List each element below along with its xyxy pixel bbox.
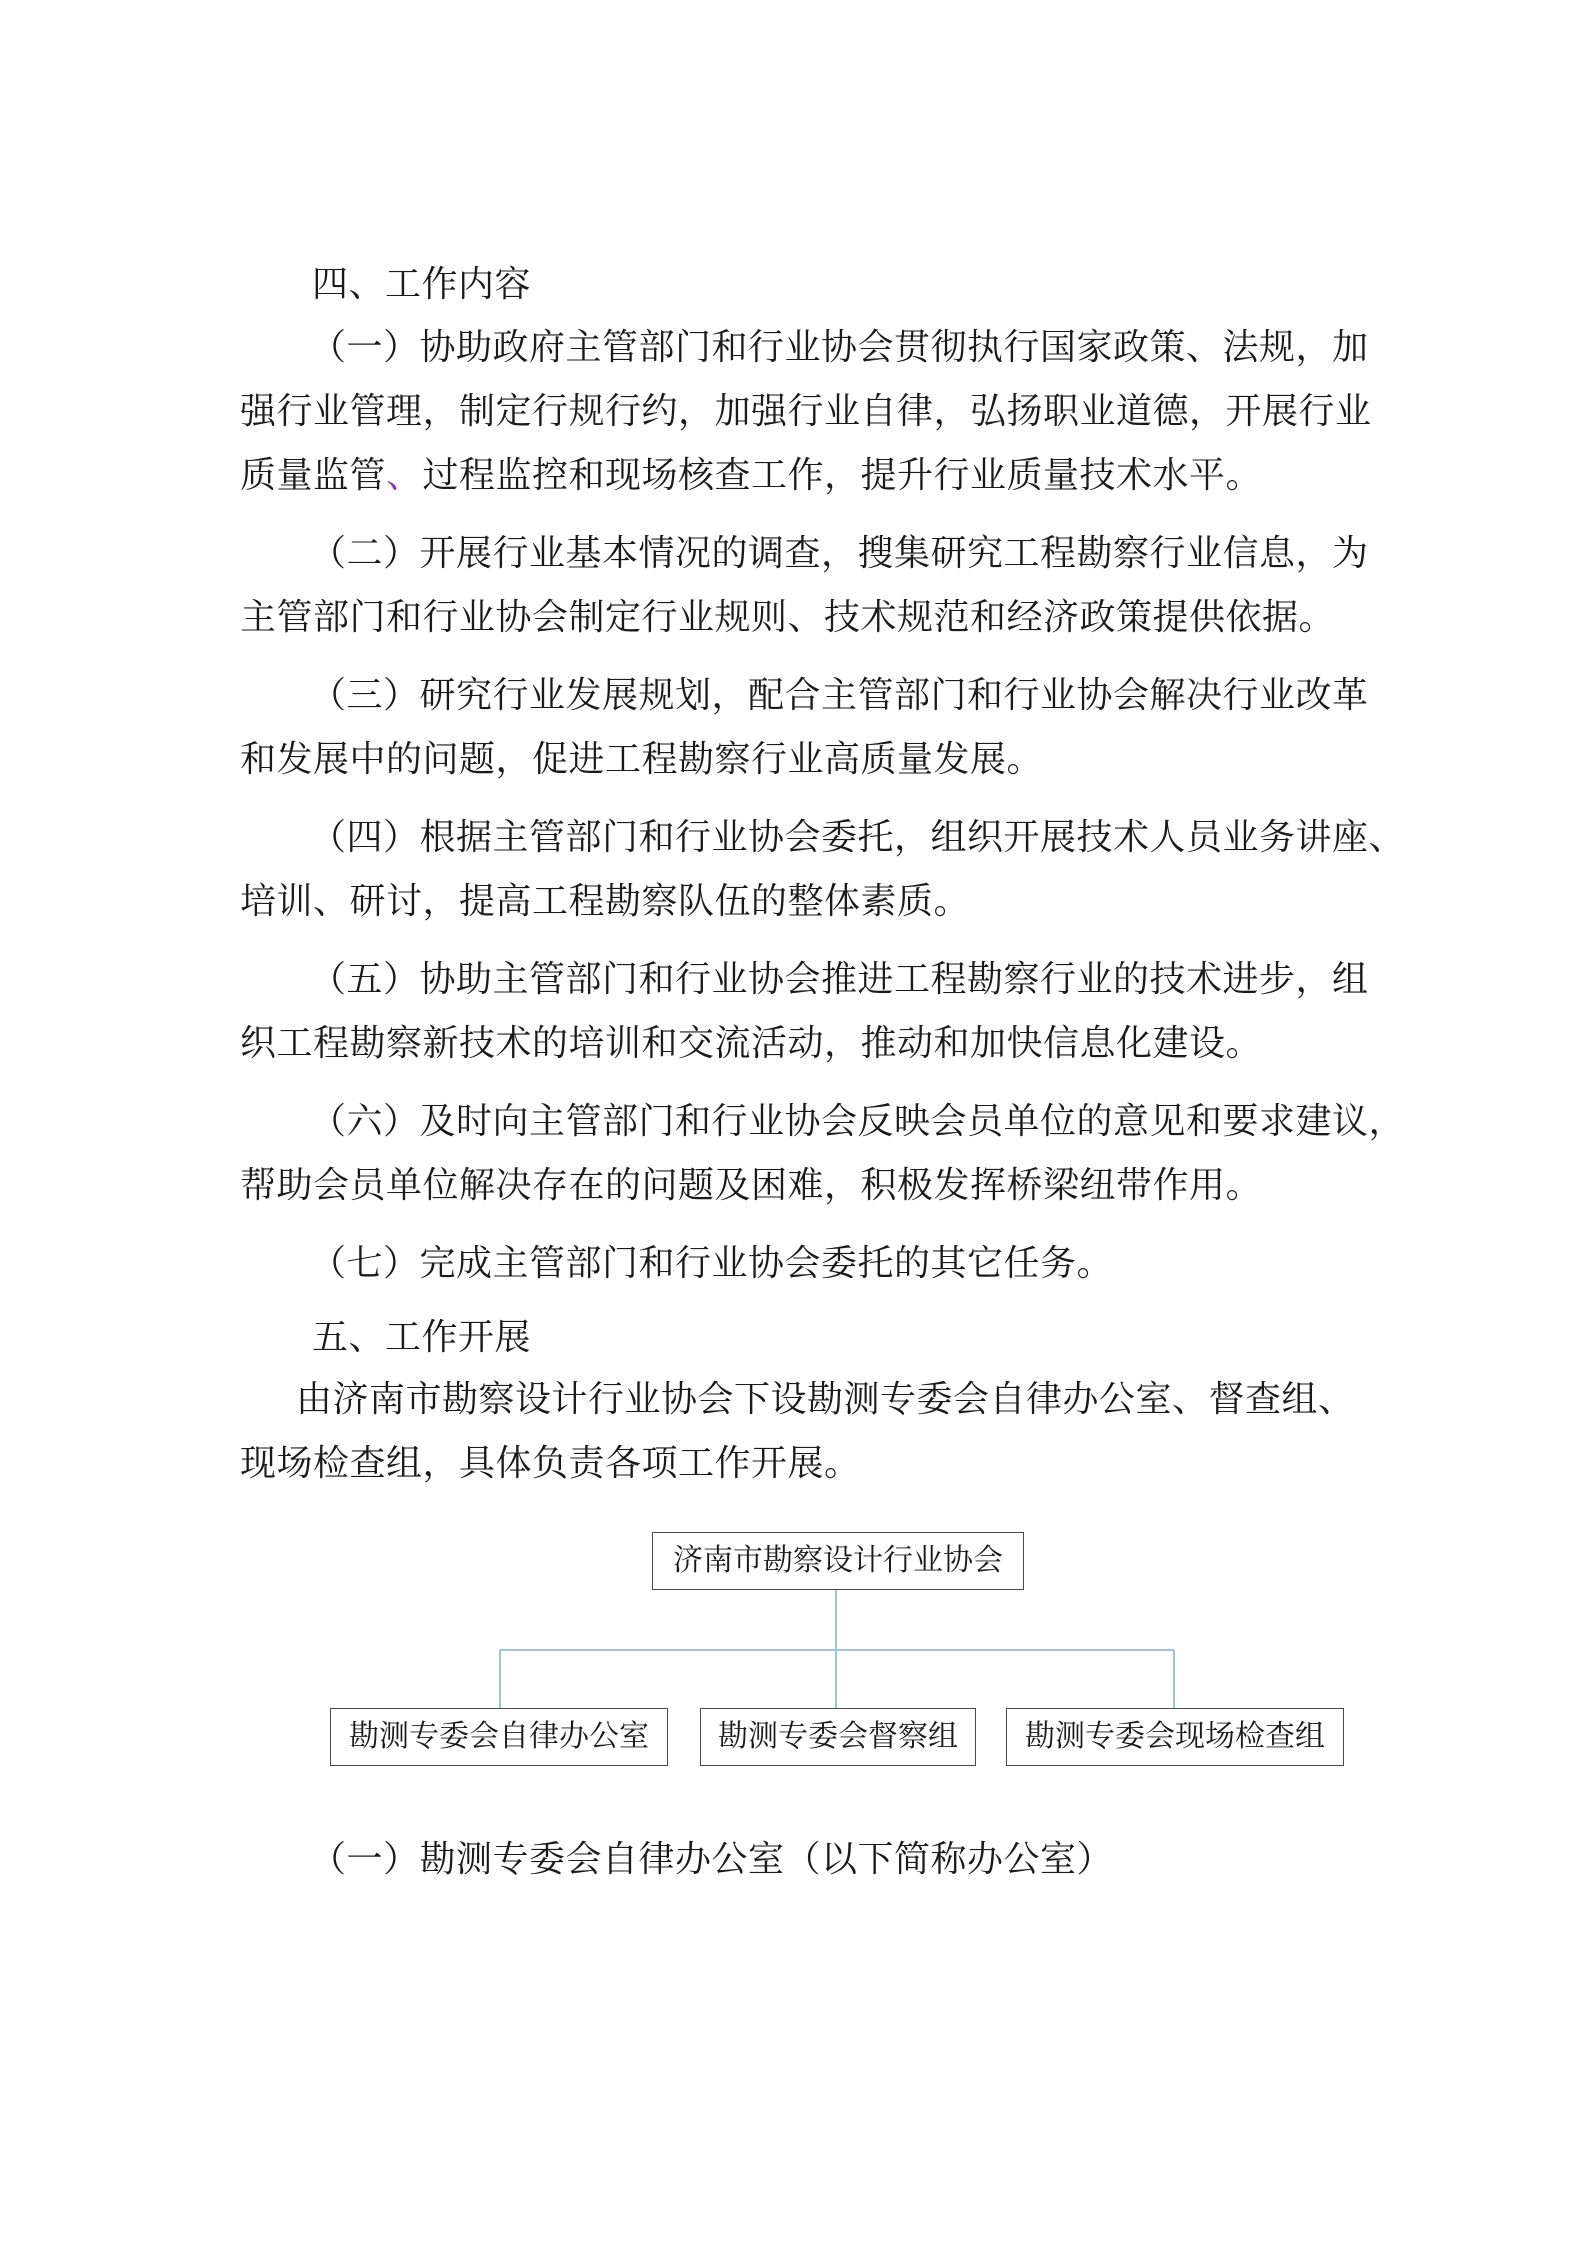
item-1-line-3-part-b: 过程监控和现场核查工作，提升行业质量技术水平。 (422, 455, 1263, 496)
item-1-line-1: （一）协助政府主管部门和行业协会贯彻执行国家政策、法规，加 (310, 327, 1369, 368)
item-1-line-2: 强行业管理，制定行规行约，加强行业自律，弘扬职业道德，开展行业 (240, 391, 1372, 432)
item-5-line-2: 织工程勘察新技术的培训和交流活动，推动和加快信息化建设。 (240, 1023, 1263, 1064)
org-child-office-box: 勘测专委会自律办公室 (330, 1708, 668, 1766)
org-child-supervision-box: 勘测专委会督察组 (700, 1708, 976, 1766)
section-5-intro-line-1: 由济南市勘察设计行业协会下设勘测专委会自律办公室、督查组、 (296, 1379, 1355, 1420)
item-4-line-1: （四）根据主管部门和行业协会委托，组织开展技术人员业务讲座、 (310, 817, 1406, 858)
item-1-line-3-part-a: 质量监管 (240, 455, 387, 496)
item-4-line-2: 培训、研讨，提高工程勘察队伍的整体素质。 (240, 881, 971, 922)
subsection-1-heading: （一）勘测专委会自律办公室（以下简称办公室） (310, 1839, 1114, 1880)
org-child-onsite-box: 勘测专委会现场检查组 (1006, 1708, 1344, 1766)
item-1-line-3-mark: 、 (386, 455, 423, 496)
item-3-line-2: 和发展中的问题，促进工程勘察行业高质量发展。 (240, 739, 1044, 780)
section-4-heading: 四、工作内容 (312, 264, 532, 305)
item-3-line-1: （三）研究行业发展规划，配合主管部门和行业协会解决行业改革 (310, 675, 1369, 716)
item-2-line-2: 主管部门和行业协会制定行业规则、技术规范和经济政策提供依据。 (240, 597, 1336, 638)
section-5-heading: 五、工作开展 (312, 1317, 532, 1358)
item-6-line-1: （六）及时向主管部门和行业协会反映会员单位的意见和要求建议， (310, 1101, 1406, 1142)
item-6-line-2: 帮助会员单位解决存在的问题及困难，积极发挥桥梁纽带作用。 (240, 1165, 1263, 1206)
item-1-line-3 (240, 454, 1262, 498)
item-2-line-1: （二）开展行业基本情况的调查，搜集研究工程勘察行业信息，为 (310, 533, 1369, 574)
org-root-box: 济南市勘察设计行业协会 (652, 1532, 1024, 1590)
item-5-line-1: （五）协助主管部门和行业协会推进工程勘察行业的技术进步，组 (310, 959, 1369, 1000)
item-7: （七）完成主管部门和行业协会委托的其它任务。 (310, 1243, 1114, 1284)
section-5-intro-line-2: 现场检查组，具体负责各项工作开展。 (240, 1443, 861, 1484)
